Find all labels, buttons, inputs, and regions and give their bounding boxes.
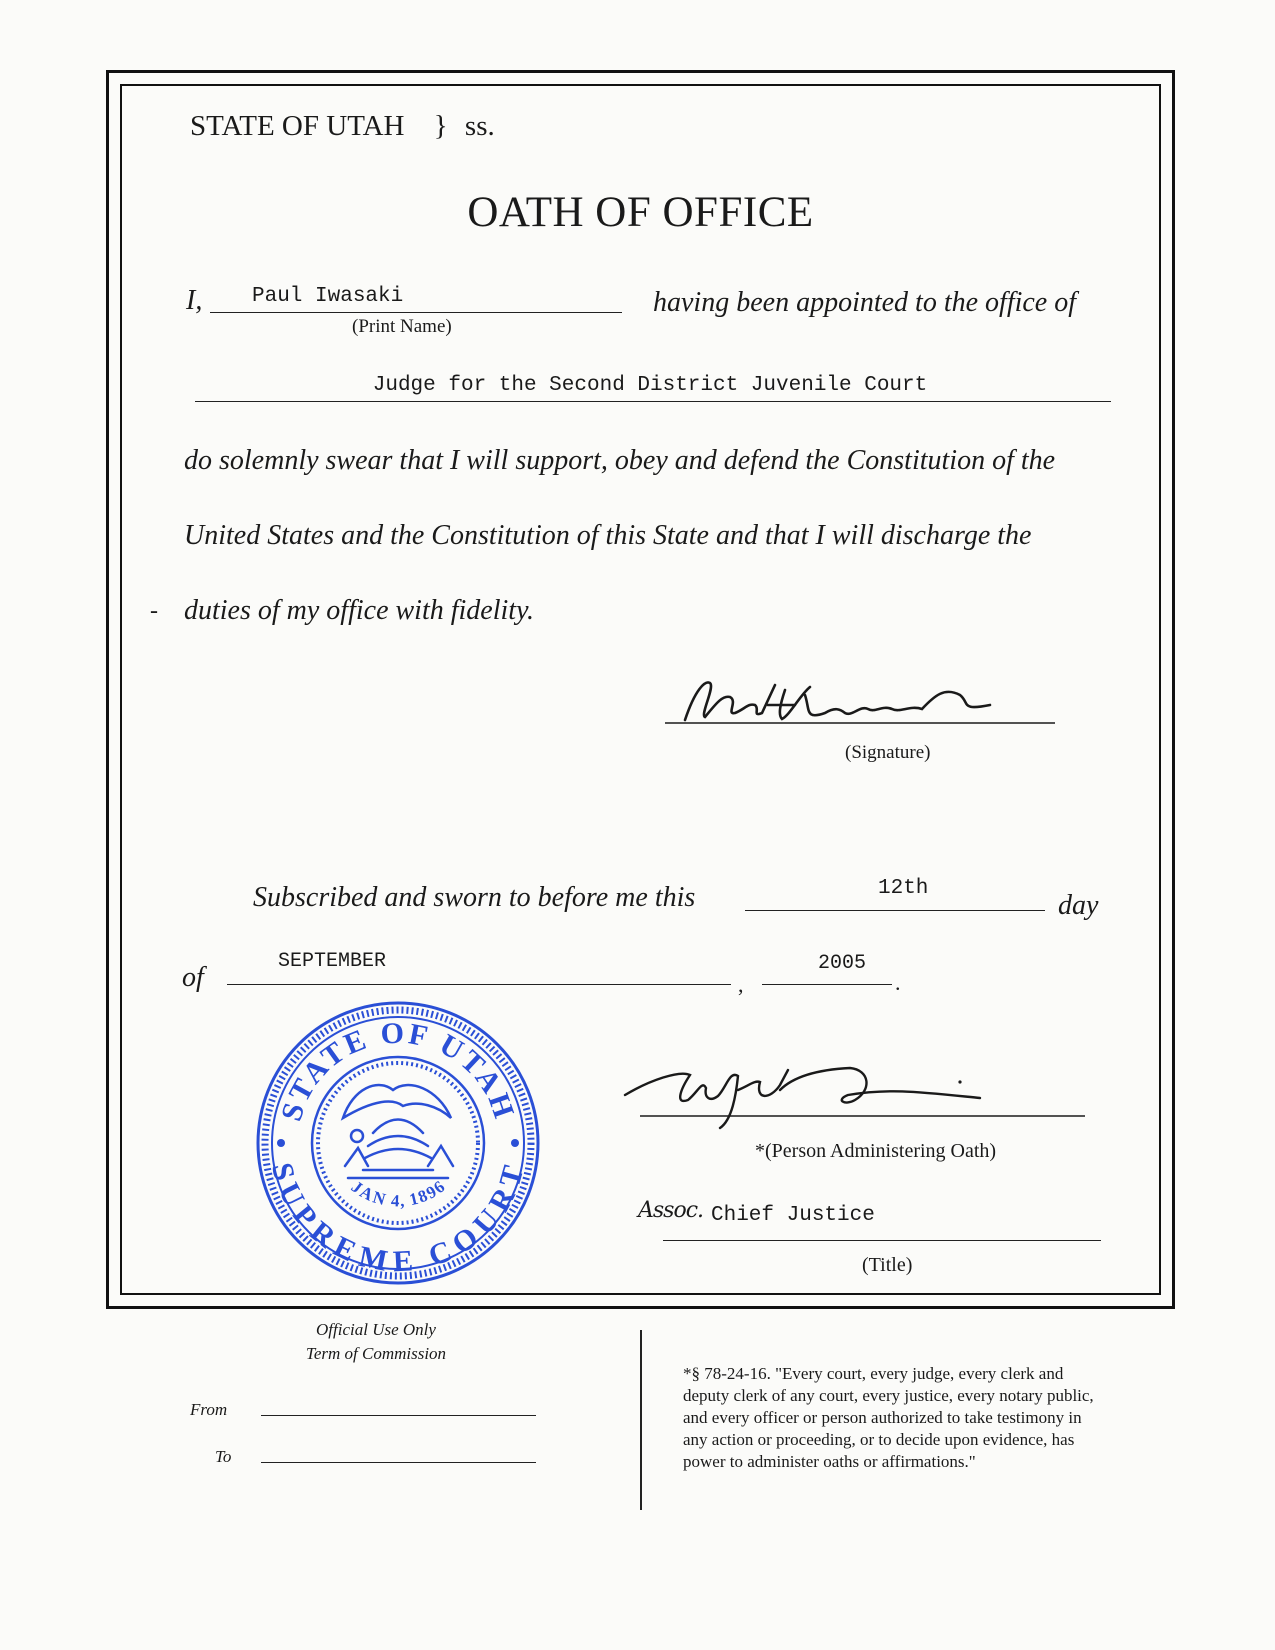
administrator-caption: *(Person Administering Oath) xyxy=(755,1140,997,1162)
day-value: 12th xyxy=(878,877,929,900)
print-name-line xyxy=(210,312,622,313)
year-value: 2005 xyxy=(818,952,867,975)
to-label: To xyxy=(215,1447,232,1466)
footnote-line-4: any action or proceeding, or to decide upon evidence, has xyxy=(683,1430,1075,1449)
title-value: Chief Justice xyxy=(711,1204,875,1227)
oath-line-2: United States and the Constitution of this State and that I will discharge the xyxy=(184,520,1032,551)
period: . xyxy=(895,970,901,995)
footnote-line-3: and every officer or person authorized to take testimony in xyxy=(683,1408,1082,1427)
office-value: Judge for the Second District Juvenile Court xyxy=(372,374,928,397)
seal-bottom-text: SUPREME COURT xyxy=(265,1159,531,1279)
handwritten-assoc: Assoc. xyxy=(638,1198,704,1223)
print-name-value: Paul Iwasaki xyxy=(252,285,404,308)
footnote-line-2: deputy clerk of any court, every justice, every notary public, xyxy=(683,1386,1094,1405)
footnote-line-5: power to administer oaths or affirmations." xyxy=(683,1452,976,1471)
day-word: day xyxy=(1058,890,1099,921)
svg-text:JAN 4, 1896 xyxy=(348,1177,449,1211)
title-caption: (Title) xyxy=(862,1254,913,1276)
comma: , xyxy=(738,972,744,997)
of-word: of xyxy=(182,962,204,993)
footnote-line-1: *§ 78-24-16. "Every court, every judge, every clerk and xyxy=(683,1364,1064,1383)
oath-line-1: do solemnly swear that I will support, obey and defend the Constitution of the xyxy=(184,445,1056,476)
oath-intro: I, xyxy=(186,285,203,316)
from-line xyxy=(261,1415,536,1416)
signature-caption: (Signature) xyxy=(845,742,931,763)
footnote xyxy=(683,1363,1094,1473)
seal-date-text: JAN 4, 1896 xyxy=(347,1176,449,1211)
month-line xyxy=(227,984,731,985)
office-line xyxy=(195,401,1111,402)
state-heading xyxy=(190,110,495,143)
ss-label: ss. xyxy=(464,110,495,142)
brace: } xyxy=(433,110,448,142)
sworn-text: Subscribed and sworn to before me this xyxy=(253,882,696,913)
supreme-court-seal xyxy=(253,998,543,1288)
document-title: OATH OF OFFICE xyxy=(467,189,814,236)
oath-taker-signature xyxy=(660,665,1060,735)
seal-top-text: STATE OF UTAH xyxy=(274,1016,522,1125)
state-label: STATE OF UTAH xyxy=(190,110,405,142)
title-line xyxy=(663,1240,1101,1241)
appointed-text: having been appointed to the office of xyxy=(653,287,1077,318)
month-value: SEPTEMBER xyxy=(278,950,387,973)
from-label: From xyxy=(190,1400,228,1419)
administrator-signature xyxy=(620,1040,1100,1135)
print-name-caption: (Print Name) xyxy=(352,316,452,337)
day-line xyxy=(745,910,1045,911)
year-line xyxy=(762,984,892,985)
to-line xyxy=(261,1462,536,1463)
official-use-heading: Official Use Only xyxy=(316,1320,436,1339)
footer-divider xyxy=(640,1330,642,1510)
oath-line-3: duties of my office with fidelity. xyxy=(184,595,534,626)
term-heading: Term of Commission xyxy=(305,1344,447,1363)
margin-mark: - xyxy=(150,598,158,624)
